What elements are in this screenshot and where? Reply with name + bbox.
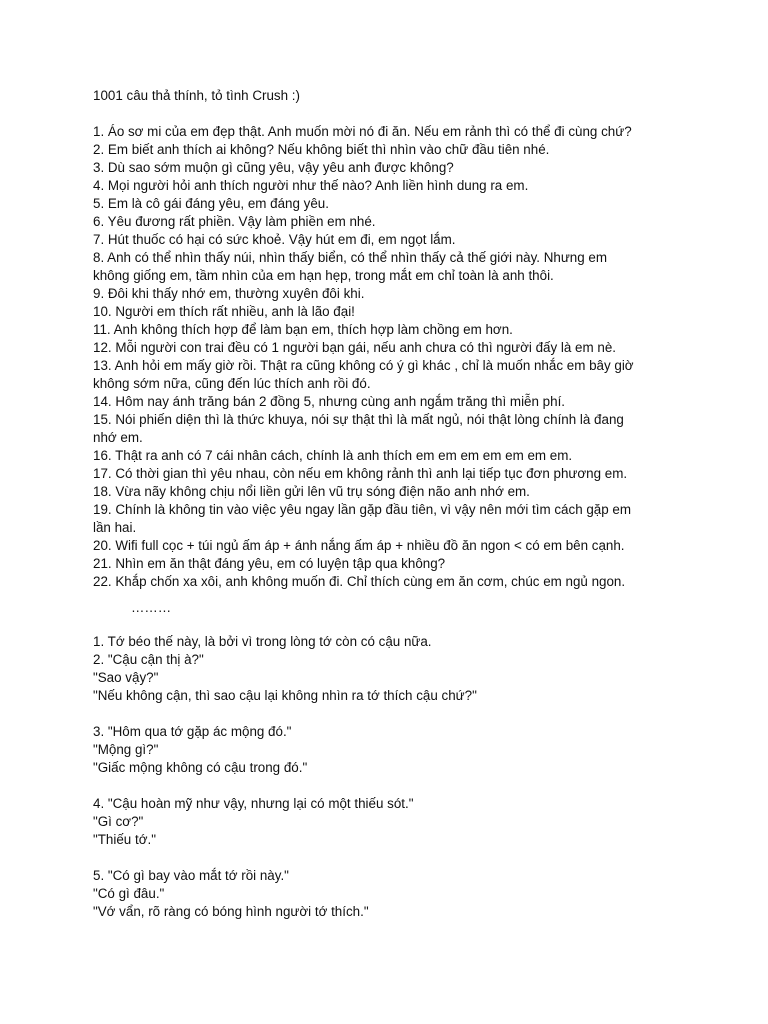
dialogue-line: 1. Tớ béo thế này, là bởi vì trong lòng tớ còn có cậu nữa. (93, 634, 432, 649)
dialogue-line: "Giấc mộng không có cậu trong đó." (93, 760, 308, 775)
list-line: 20. Wifi full cọc + túi ngủ ấm áp + ánh nắng ấm áp + nhiều đồ ăn ngon < có em bên cạnh. (93, 538, 625, 553)
pickup-lines-list (93, 123, 693, 591)
list-line: 12. Mỗi người con trai đều có 1 người bạn gái, nếu anh chưa có thì người đấy là em nè. (93, 340, 616, 355)
list-line: 17. Có thời gian thì yêu nhau, còn nếu em không rảnh thì anh lại tiếp tục đơn phương em. (93, 466, 628, 481)
list-line: nhớ em. (93, 430, 143, 445)
block-spacer (93, 777, 693, 795)
dialogue-line: "Nếu không cận, thì sao cậu lại không nhìn ra tớ thích cậu chứ?" (93, 688, 477, 703)
list-line: 22. Khắp chốn xa xôi, anh không muốn đi. Chỉ thích cùng em ăn cơm, chúc em ngủ ngon. (93, 574, 626, 589)
list-line: không sớm nữa, cũng đến lúc thích anh rồi đó. (93, 376, 371, 391)
list-line: 10. Người em thích rất nhiều, anh là lão đại! (93, 304, 355, 319)
dialogue-line: "Gì cơ?" (93, 814, 144, 829)
dialogue-line: 2. "Cậu cận thị à?" (93, 652, 204, 667)
list-line: 4. Mọi người hỏi anh thích người như thế nào? Anh liền hình dung ra em. (93, 178, 529, 193)
dialogue-line: 3. "Hôm qua tớ gặp ác mộng đó." (93, 724, 292, 739)
list-line: 7. Hút thuốc có hại có sức khoẻ. Vậy hút em đi, em ngọt lắm. (93, 232, 456, 247)
list-line: 1. Áo sơ mi của em đẹp thật. Anh muốn mời nó đi ăn. Nếu em rảnh thì có thể đi cùng chứ? (93, 124, 632, 139)
list-line: 14. Hôm nay ánh trăng bán 2 đồng 5, nhưng cùng anh ngắm trăng thì miễn phí. (93, 394, 566, 409)
list-line: 13. Anh hỏi em mấy giờ rồi. Thật ra cũng không có ý gì khác , chỉ là muốn nhắc em bây giờ (93, 358, 634, 373)
document-title: 1001 câu thả thính, tỏ tình Crush :) (93, 88, 300, 103)
dialogue-line: 4. "Cậu hoàn mỹ như vậy, nhưng lại có một thiếu sót." (93, 796, 414, 811)
list-line: 19. Chính là không tin vào việc yêu ngay lần gặp đầu tiên, vì vậy nên mới tìm cách gặp em (93, 502, 632, 517)
list-line: 15. Nói phiến diện thì là thức khuya, nói sự thật thì là mất ngủ, nói thật lòng chính là đang (93, 412, 624, 427)
list-line: 8. Anh có thể nhìn thấy núi, nhìn thấy biển, có thể nhìn thấy cả thế giới này. Nhưng em (93, 250, 608, 265)
dialogue-line: 5. "Có gì bay vào mắt tớ rồi này." (93, 868, 289, 883)
list-line: 9. Đôi khi thấy nhớ em, thường xuyên đôi khi. (93, 286, 365, 301)
list-line: lần hai. (93, 520, 137, 535)
list-line: không giống em, tầm nhìn của em hạn hẹp, trong mắt em chỉ toàn là anh thôi. (93, 268, 554, 283)
dialogue-line: "Vớ vẩn, rõ ràng có bóng hình người tớ thích." (93, 904, 369, 919)
dialogue-line: "Mộng gì?" (93, 742, 159, 757)
section-ellipsis: ……… (131, 600, 172, 615)
dialogue-line: "Có gì đâu." (93, 886, 165, 901)
block-spacer (93, 705, 693, 723)
dialogue-line: "Sao vậy?" (93, 670, 159, 685)
list-line: 6. Yêu đương rất phiền. Vậy làm phiền em nhé. (93, 214, 376, 229)
list-line: 21. Nhìn em ăn thật đáng yêu, em có luyện tập qua không? (93, 556, 446, 571)
list-line: 2. Em biết anh thích ai không? Nếu không biết thì nhìn vào chữ đầu tiên nhé. (93, 142, 550, 157)
dialogue-section (93, 633, 693, 921)
list-line: 5. Em là cô gái đáng yêu, em đáng yêu. (93, 196, 329, 211)
list-line: 3. Dù sao sớm muộn gì cũng yêu, vậy yêu anh được không? (93, 160, 454, 175)
list-line: 16. Thật ra anh có 7 cái nhân cách, chính là anh thích em em em em em em em. (93, 448, 573, 463)
dialogue-line: "Thiếu tớ." (93, 832, 156, 847)
block-spacer (93, 849, 693, 867)
list-line: 18. Vừa nãy không chịu nổi liền gửi lên vũ trụ sóng điện não anh nhớ em. (93, 484, 530, 499)
list-line: 11. Anh không thích hợp để làm bạn em, thích hợp làm chồng em hơn. (93, 322, 513, 337)
